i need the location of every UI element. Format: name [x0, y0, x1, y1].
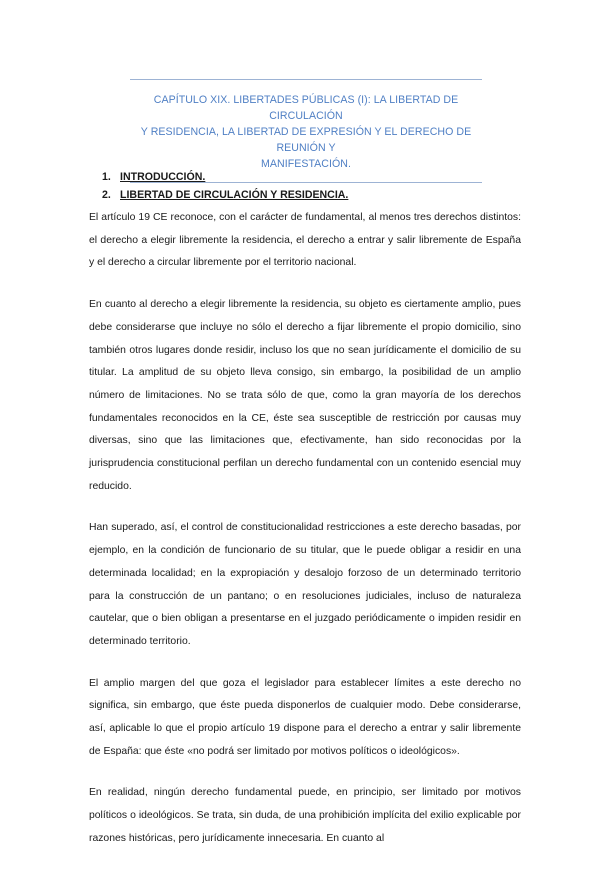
- section-number: 1.: [102, 171, 111, 183]
- paragraph: El amplio margen del que goza el legislador para establecer límites a este derecho no significa, sin embargo, que éste pueda disponerlos de cualquier modo. Debe considerarse, así, aplicable lo que el propio artículo 19 dispone para el derecho a entrar y salir libremente de España: que éste «no podrá ser limitado por motivos políticos o ideológicos».: [89, 677, 521, 757]
- section-heading: LIBERTAD DE CIRCULACIÓN Y RESIDENCIA.: [120, 189, 349, 201]
- section-list: [102, 168, 348, 204]
- section-item-libertad-circulacion: [102, 186, 348, 204]
- paragraph: El artículo 19 CE reconoce, con el carácter de fundamental, al menos tres derechos distintos: el derecho a elegir libremente la residencia, el derecho a entrar y salir libremente de España y el derecho a circular libremente por el territorio nacional.: [89, 212, 521, 269]
- section-number: 2.: [102, 189, 111, 201]
- chapter-title-line-2: Y RESIDENCIA, LA LIBERTAD DE EXPRESIÓN Y EL DERECHO DE REUNIÓN Y: [140, 126, 472, 154]
- paragraph: En cuanto al derecho a elegir libremente la residencia, su objeto es ciertamente amplio, pues debe considerarse que incluye no sólo el derecho a fijar libremente el propio domicilio, sino también otros lugares donde residir, incluso los que no sean jurídicamente el domicilio de su titular. La amplitud de su objeto lleva consigo, sin embargo, la posibilidad de un amplio número de limitaciones. No se trata sólo de que, como la gran mayoría de los derechos fundamentales reconocidos en la CE, éste sea susceptible de restricción por causas muy diversas, sino que las limitaciones que, efectivamente, han sido reconocidas por la jurisprudencia constitucional perfilan un derecho fundamental con un contenido esencial muy reducido.: [89, 299, 521, 492]
- chapter-title-line-3: MANIFESTACIÓN.: [261, 158, 351, 170]
- section-heading: INTRODUCCIÓN.: [120, 171, 206, 183]
- section-item-introduccion: [102, 168, 348, 186]
- chapter-title-line-1: CAPÍTULO XIX. LIBERTADES PÚBLICAS (I): LA LIBERTAD DE CIRCULACIÓN: [153, 94, 459, 122]
- paragraph: En realidad, ningún derecho fundamental puede, en principio, ser limitado por motivos políticos o ideológicos. Se trata, sin duda, de una prohibición implícita del exilio explicable por razones históricas, pero jurídicamente innecesaria. En cuanto al: [89, 787, 521, 844]
- body-text: [89, 207, 521, 870]
- paragraph: Han superado, así, el control de constitucionalidad restricciones a este derecho basadas, por ejemplo, en la condición de funcionario de su titular, que le puede obligar a residir en una determinada localidad; en la expropiación y desalojo forzoso de un determinado territorio para la construcción de un pantano; o en resoluciones judiciales, incluso de naturaleza cautelar, que o bien obligan a presentarse en el juzgado periódicamente o impiden residir en determinado territorio.: [89, 522, 521, 647]
